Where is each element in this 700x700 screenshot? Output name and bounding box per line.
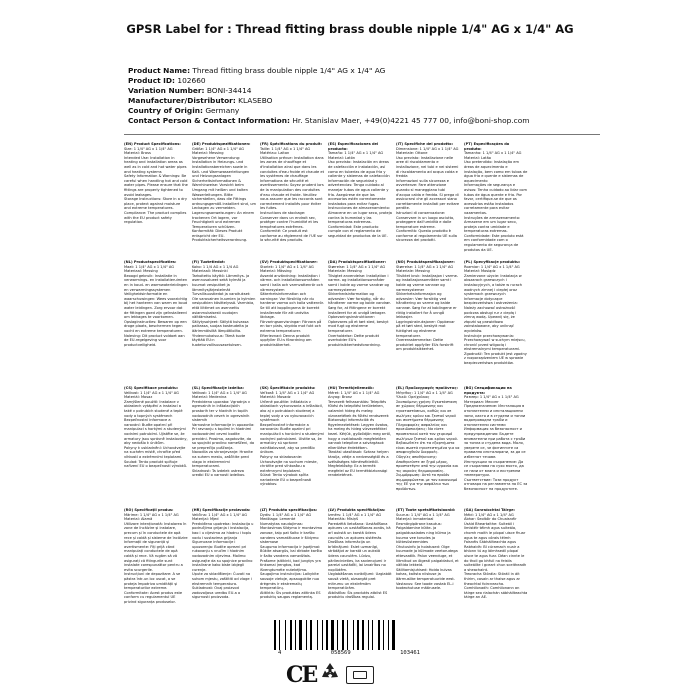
- barcode-bar: [372, 620, 373, 650]
- tag-icon: [346, 666, 374, 684]
- product-info-label: Product ID:: [128, 76, 176, 85]
- spec-text: Größe: 1 1/4" AG x 1 1/4" AG Material: Messing Vorgesehene Verwendung: Installation in Heizungs- und Installationsbereichen sowie in Kalt- und Warmwasserleitungen und Heizungsanlagen Sicherheitsinformationen & Warnhinweise: Vorsicht beim Umgang mit heißen und kalten Wasserleitungen. Bitte sicherstellen, dass die Fittings ordnungsgemäß installiert sind, um Leckagen zu vermeiden. Lagerungsanweisungen: An einem trockenen Ort lagern, vor Feuchtigkeit und extremen Temperaturen schützen. Konformität: Dieses Produkt entspricht der EU-Produktsicherheitsverordnung.: [192, 146, 256, 243]
- spec-heading: (FI) Tuotetiedot:: [192, 260, 226, 264]
- spec-text: Dydis: 1 1/4" AG x 1 1/4" AG Medžiaga: Lementė Numatytas naudojimas: Montavimas šildymo ir montavimo zonose, taip pat šalto ir karšto vandens vamzdžiuose ir šildymo sistemose Saugumo informacija ir įspėjimai: Būkite atsargūs, kai dirbate karšto ir šalto vandens vamzdžiais. Prašome įsitikinti, kad jungtys yra tinkamai įrengtos, kad išvengtumėte nutekėjimo. Saugojimo instrukcijos: Laikykite sausoje vietoje, apsaugokite nuo drėgmės ir ekstremalių temperatūrų. Atitiktis: Šis produktas atitinka ES produktų saugos reglamentą.: [260, 512, 323, 600]
- spec-row-2: [124, 260, 600, 366]
- barcode-bar: [374, 620, 377, 650]
- product-info-row: [128, 86, 529, 96]
- barcode-bar: [317, 620, 318, 650]
- barcode-bar: [313, 620, 316, 650]
- spec-block: [532, 142, 596, 252]
- product-info-label: Manufacturer/Distributor:: [128, 96, 236, 105]
- barcode-bar: [322, 620, 323, 650]
- spec-text: Tamanho: 1 1/4" AG x 1 1/4" AG Material: Latão Uso pretendido: Instalação em áreas de aquecimento e instalação, bem como em tubos de água fria e quente e sistemas de aquecimento Informações de segurança e avisos: Tenha cuidado ao lidar com tubos de água quente e fria. Por favor, certifique-se de que os acessórios estão instalados corretamente para evitar vazamentos. Instruções de armazenamento: Armazene em um lugar seco, proteja contra umidade e temperaturas extremas. Conformidade: Este produto está em conformidade com o regulamento de segurança de produtos da UE.: [464, 151, 528, 252]
- barcode-bar: [310, 620, 312, 650]
- spec-text: Veličina: 1 1/4" AG x 1 1/4" AG Materijal: Mjed Predviđena upotreba: Instalacija u područjima grijanja i instalacija, kao i u cijevima za hladnu i toplu vodu i sustavima grijanja Sigurnosne informacije i upozorenja: Budite oprezni pri rukovanju s vrućim i hladnim vodovodnim cijevima. Molimo osigurajte da su spojnice pravilno instalirane kako biste izbjegli curenje. Upute za skladištenje: Čuvati na suhom mjestu, zaštititi od vlage i ekstremnih temperatura. Sukladnost: Ovaj proizvod zadovoljava uredbu EU-a o sigurnosti proizvoda.: [192, 512, 254, 600]
- spec-heading: (DE) Produktspezifikationen:: [192, 142, 251, 146]
- spec-heading: (EL) Προδιαγραφές προϊόντος:: [396, 386, 458, 390]
- spec-text: Velikost: 1 1/4" AG x 1 1/4" AG Materiál: Mosaz Zamýšlené použití: Instalace v oblastech vytápění a instalací a také v potrubích studené a teplé vody a topných systémech Bezpečnostní informace a varování: Buďte opatrní při manipulaci s horkými a studenými vodními potrubími. Ujistěte se, že armatury jsou správně instalovány, aby nedošlo k únikům. Pokyny k uskladnění: Uchovávejte na suchém místě, chraňte před vlhkostí a extrémními teplotami. Soulad: Tento produkt splňuje nařízení EU o bezpečnosti výrobků.: [124, 390, 188, 469]
- spec-block: [192, 142, 256, 252]
- spec-heading: (PT) Especificações do produto:: [464, 142, 510, 151]
- spec-heading: (NL) Productspecificaties:: [124, 260, 177, 264]
- product-info-label: Variation Number:: [128, 86, 205, 95]
- spec-block: [464, 386, 528, 504]
- spec-heading: (HR) Specifikacije proizvoda:: [192, 508, 251, 512]
- spec-heading: (PL) Specyfikacje produktu:: [464, 260, 521, 264]
- spec-heading: (ES) Especificaciones del producto:: [328, 142, 379, 151]
- barcode-bar: [324, 620, 325, 650]
- barcode-bar: [390, 620, 391, 650]
- spec-row-1: [124, 142, 600, 252]
- spec-block: [192, 508, 256, 616]
- spec-row-3: [124, 386, 600, 504]
- spec-text: Size: 1 1/4" AG x 1 1/4" AG Material: Brass Intended Use: Installation in heating and installation areas as well as in cold and hot water pipes and heating systems Safety Information & Warnings: Be careful when handling hot and cold water pipes. Please ensure that the fittings are properly tightened to avoid leakages. Storage Instructions: Store in a dry place, protect against moisture and extreme temperatures. Compliance: The product complies with the EU product safety regulation.: [124, 146, 188, 225]
- page-title: GPSR Label for : Thread fitting brass double nipple 1/4" AG x 1/4" AG: [126, 22, 574, 36]
- spec-block: [396, 508, 460, 616]
- barcode-bar: [339, 620, 341, 650]
- spec-block: [464, 142, 528, 252]
- spec-row-4: [124, 508, 600, 616]
- spec-block: [260, 142, 324, 252]
- spec-heading: (BG) Спецификации на продукта:: [464, 386, 512, 395]
- spec-text: Méid: 1 1/4" AG x 1 1/4" AG Ábhar: Seoltóir do Chuaisnéir Úsáid Bheartaithe: Suiteáil i limistéir téimh agus suiteála, chomh maith le píopaí uisce fhuar agus te agus córais téimh Faisnéis Sábháilteachta agus Rabhaidh: Bí cúramach nuair a bhíonn tú ag láimhseáil píopaí uisce te agus fuar. Déan cinnte le do thoil go bhfuil na feistis suiteáilte i gceart chun sceitheadh a sheachaint. Treoracha Stórála: Stóráil in áit thirim, cosain ar thaise agus ar theochtaí foircneacha. Comhlíonadh: Comhlíonann an táirge seo rialachán sábháilteachta táirge an AE.: [464, 512, 528, 600]
- spec-heading: (DA) Produktspecifikationer:: [328, 260, 387, 264]
- spec-heading: (ET) Toote spetsifikatsioonid:: [396, 508, 456, 512]
- barcode-bar: [297, 620, 298, 650]
- spec-block: [328, 260, 392, 366]
- spec-text: Velikost: 1 1/4" AG x 1 1/4" AG Material: Medenina Predvidena uporaba: Vgradnja v ogrevalnih in inštalacijskih prostorih ter v hladnih in toplih vodovodnih ceveh in ogrevalnih sistemih Varnostne informacije in opozorila: Pri ravnanju s toplimi in hladnimi vodovodnimi cevmi bodite previdni. Prosimo, zagotovite, da so spojniki pravilno nameščeni, da se preprečijo puščanja. Navodila za shranjevanje: Hranite na suhem mestu, zaščitite pred vlago in ekstremnimi temperaturami. Skladnost: Ta izdelek ustreza uredbi EU o varnosti izdelkov.: [192, 390, 255, 478]
- spec-text: Koko: 1 1/4 AG x 1 1/4 AG Materiaali: Messinki Tarkoitettu käyttö: Lämmitys- ja asennusalueet sekä kylmät ja kuumat vesiputket ja lämmitysjärjestelmät Turvallisuustiedot ja varoitukset: Ole varovainen kuumien ja kylmien vesiputkien käsittelyssä. Varmista, että liittimet on asennettu asianmukaisesti vuotojen välttämiseksi. Säilytysohjeet: Säilytä kuivassa paikassa, suojaa kosteudelta ja äärimmäisiltä lämpötiloilta. Yhdenmukaisuus: Tämä tuote täyttää EU:n tuoteturvallisuusasetuksen.: [192, 264, 256, 347]
- barcode-bar: [365, 620, 367, 650]
- barcode-bar: [360, 620, 361, 650]
- spec-text: Maat: 1 1/4" AG x 1 1/4" AG Materiaal: Messing Beoogd gebruik: Installatie in verwarmings- en installatieruimten en in koud- en warmwaterleidingen en verwarmingssystemen Veiligheidsinformatie en waarschuwingen: Wees voorzichtig bij het hanteren van warm en koud water leidingen. Zorg ervoor dat de fittingen goed zijn geïnstalleerd om lekkages te voorkomen. Opslaginstructies: Bewaren op een droge plaats, beschermen tegen vocht en extreme temperaturen. Naleving: Dit product voldoet aan de EU-regelgeving voor productveiligheid.: [124, 264, 188, 347]
- barcode-bar: [306, 620, 307, 650]
- ce-mark-icon: CE: [286, 662, 317, 688]
- barcode-bar: [345, 620, 346, 650]
- barcode-bar: [293, 620, 294, 650]
- spec-block: [124, 508, 188, 616]
- spec-heading: (FR) Spécifications du produit:: [260, 142, 323, 146]
- spec-block: [260, 260, 324, 366]
- barcode-bar: [357, 620, 359, 650]
- barcode-bar: [362, 620, 364, 650]
- spec-text: Størrelse: 1 1/4" AG x 1 1/4" AG Materiale: Messing Tilsiktet bruk: Installasjon i varme- og installasjonsområder samt i kalde og varme vannrør og varmesystemer Sikkerhetsinformasjon og advarsler: Vær forsiktig ved håndtering av varme og kalde vannrør. Sørg for at koblingene er riktig installert for å unngå lekkasjer. Lagringsinstruksjoner: Oppbevar på et tørt sted, beskytt mot fuktighet og ekstreme temperaturer. Overensstemmelse: Dette produktet oppfyller EUs forskrift om produktsikkerhet.: [396, 264, 459, 352]
- spec-text: Tamaño: 1 1/4" AG x 1 1/4" AG Material: Latón Uso previsto: Instalación en áreas de calefacción e instalación, así como en tuberías de agua fría y caliente y sistemas de calefacción Información de seguridad y advertencias: Tenga cuidado al manejar tubos de agua caliente y fría. Asegúrese de que los accesorios estén correctamente instalados para evitar fugas. Instrucciones de almacenamiento: Almacene en un lugar seco, proteja contra la humedad y las temperaturas extremas. Conformidad: Este producto cumple con el reglamento de seguridad de productos de la UE.: [328, 151, 392, 238]
- spec-heading: (SK) Špecifikácie produktu:: [260, 386, 316, 390]
- barcode-bar: [347, 620, 348, 650]
- spec-text: Taille: 1 1/4" AG x 1 1/4" AG Matériau: Laiton Utilisation prévue: Installation dans les zones de chauffage et d'installation ainsi que dans les conduites d'eau froide et chaude et les systèmes de chauffage Informations de sécurité et avertissements: Soyez prudent lors de la manipulation des conduites d'eau chaude et froide. Veuillez vous assurer que les raccords sont correctement installés pour éviter les fuites. Instructions de stockage: Conserver dans un endroit sec, protéger contre l'humidité et les températures extrêmes. Conformité: Ce produit est conforme au règlement de l'UE sur la sécurité des produits.: [260, 146, 324, 243]
- barcode-digits-mid: 058569: [330, 650, 351, 656]
- spec-heading: (EN) Product Specifications:: [124, 142, 181, 146]
- barcode-bar: [290, 620, 292, 650]
- barcode-bar: [335, 620, 336, 650]
- barcode-bar: [368, 620, 369, 650]
- barcode-bar: [342, 620, 344, 650]
- spec-heading: (NO) Produktspesifikasjoner:: [396, 260, 455, 264]
- spec-block: [328, 508, 392, 616]
- spec-text: Mărime: 1 1/4" AG x 1 1/4" AG Material: Alamă Utilizare intenționată: Instalarea în zone de încălzire și instalare, precum și în conductele de apă rece și caldă și sisteme de încălzire Informații de siguranță și avertismente: Fiți grijă când manipulați conductele de apă caldă și rece. Vă rugăm să vă asigurați că fitingurile sunt instalate corespunzător pentru a evita scurgerile. Instrucțiuni de depozitare: A se păstra într-un loc uscat, a se proteja împotriva umidității și temperaturilor extreme. Conformitate: Acest produs este conform cu regulamentul UE privind siguranța produselor.: [124, 512, 188, 604]
- barcode-bar: [285, 620, 286, 650]
- spec-block: [464, 260, 528, 366]
- product-info-value: Thread fitting brass double nipple 1/4" AG x 1/4" AG: [192, 66, 386, 75]
- product-info-label: Contact Person & Contact Information:: [128, 116, 290, 125]
- product-info-value: Germany: [205, 106, 240, 115]
- product-info-row: [128, 106, 529, 116]
- barcode-bar: [355, 620, 356, 650]
- barcode-bar: [378, 620, 380, 650]
- spec-text: Størrelse: 1 1/4" AG x 1 1/4" AG Materiale: Messing Tilsigtet anvendelse: Installation i varme- og installationsområder samt i kolde og varme vandrør og varmesystemer Sikkerhedsinformation og advarsler: Vær forsigtig, når du håndterer varme og kolde vandrør. Sørg for, at fittingene er korrekt installeret for at undgå lækager. Opbevaringsinstruktioner: Opbevares på et tørt sted, beskyt mod fugt og ekstreme temperaturer. Overholdelse: Dette produkt overholder EU's produktsikkerhedsforordning.: [328, 264, 391, 347]
- barcode-bar: [337, 620, 338, 650]
- spec-block: [532, 386, 596, 504]
- barcode-bar: [353, 620, 354, 650]
- spec-block: [396, 142, 460, 252]
- barcode-bar: [381, 620, 382, 650]
- barcode-digits-right: 103461: [400, 650, 420, 656]
- spec-block: [260, 508, 324, 616]
- product-info-row: [128, 66, 529, 76]
- barcode-bar: [287, 620, 289, 650]
- spec-text: Rozmiar: 1 1/4" AG x 1 1/4" AG Materiał: Mosiądz Zamierzone użycie: Instalacja w obszarach grzewczych i instalacyjnych, a także w rurach wodnych zimnej i ciepłej oraz systemach grzewczych Informacje dotyczące bezpieczeństwa i ostrzeżenia: Należy zachować ostrożność podczas obsługi rur z ciepłą i zimną wodą. Upewnij się, że złączki są prawidłowo zainstalowane, aby uniknąć wycieków. Instrukcje przechowywania: Przechowywać w suchym miejscu, chronić przed wilgocią i ekstremalnymi temperaturami. Zgodność: Ten produkt jest zgodny z rozporządzeniem UE w sprawie bezpieczeństwa produktów.: [464, 264, 527, 366]
- spec-heading: (RO) Specificații produs:: [124, 508, 174, 512]
- barcode-bar: [349, 620, 352, 650]
- product-info-label: Country of Origin:: [128, 106, 203, 115]
- spec-block: [328, 142, 392, 252]
- spec-text: Storlek: 1 1/4" AG x 1 1/4" AG Material: Mässing Avsedd användning: Installation i värme- och installationsområden samt i kalla och varmvattenrör och värmesystem Säkerhetsinformation och varningar: Var försiktig när du hanterar varma och kalla vattenrör. Se till att kopplingarna är korrekt installerade för att undvika läckage. Förvaringsanvisningar: Förvara på en torr plats, skydda mot fukt och extrema temperaturer. Efterlevnad: Denna produkt uppfyller EU:s förordning om produktsäkerhet.: [260, 264, 324, 347]
- spec-block: [464, 508, 528, 616]
- barcode-bar: [281, 620, 284, 650]
- product-info-label: Product Name:: [128, 66, 191, 75]
- spec-block: [124, 260, 188, 366]
- spec-block: [328, 386, 392, 504]
- spec-block: [192, 260, 256, 366]
- barcode-bar: [331, 620, 334, 650]
- barcode-bar: [370, 620, 371, 650]
- spec-text: Izmērs: 1 1/4" AG x 1 1/4" AG Materiāls: Misiņš Paredzētā lietošana: Uzstādīšana apkures un uzstādīšanas zonās, kā arī aukstā un karstā ūdens caurulēs un apkures sistēmās Drošības informācija un brīdinājumi: Esiet uzmanīgi, strādājot ar karstā un aukstā ūdens caurulēm. Lūdzu, pārliecinieties, ka savienojumi ir pareizi uzstādīti, lai izvairītos no noplūdēm. Uzglabāšanas norādījumi: Uzglabāt sausā vietā, aizsargāt pret mitrumu un ekstrēmām temperatūrām. Atbilstība: Šis produkts atbilst ES produktu drošības regulai.: [328, 512, 392, 600]
- spec-text: Μέγεθος: 1 1/4" AG x 1 1/4" AG Υλικό: Ορείχαλκος Σκοπούμενη χρήση: Εγκατάσταση σε χώρους θέρμανσης και εγκαταστάσεων, καθώς και σε σωλήνες κρύου και ζεστού νερού και συστήματα θέρμανσης Πληροφορίες ασφαλείας και προειδοποιήσεις: Να είστε προσεκτικοί κατά τον χειρισμό σωλήνων ζεστού και κρύου νερού. Βεβαιωθείτε ότι τα εξαρτήματα είναι σωστά εγκατεστημένα για να αποφευχθούν διαρροές. Οδηγίες αποθήκευσης: Αποθηκεύστε σε ξηρό μέρος, προστατέψτε από την υγρασία και τις ακραίες θερμοκρασίες. Συμμόρφωση: Αυτό το προϊόν συμμορφώνεται με τον κανονισμό της ΕΕ για την ασφάλεια των προϊόντων.: [396, 390, 460, 492]
- spec-block: [396, 386, 460, 504]
- barcode-bar: [279, 620, 280, 650]
- spec-block: [532, 508, 596, 616]
- barcode-bar: [277, 620, 278, 650]
- barcode-digits-left: 4: [278, 650, 282, 656]
- spec-heading: (IT) Specifiche del prodotto:: [396, 142, 454, 146]
- barcode-bar: [383, 620, 384, 650]
- spec-text: Veľkosť: 1 1/4" AG x 1 1/4" AG Materiál: Mosadz Určené použitie: Inštalácia v oblastiach vykurovania a inštalácií, ako aj v potrubiach studenej a teplej vody a vo vykurovacích systémoch Bezpečnostné informácie a varovania: Buďte opatrní pri manipulácii s horúcimi a studenými vodnými potrubiami. Uistite sa, že armatúry sú správne nainštalované, aby sa predišlo únikom. Pokyny na skladovanie: Uchovávajte na suchom mieste, chráňte pred vlhkosťou a extrémnymi teplotami. Súlad: Tento výrobok spĺňa nariadenie EÚ o bezpečnosti výrobkov.: [260, 390, 325, 487]
- spec-heading: (GA) Sonraíochtaí Táirge:: [464, 508, 515, 512]
- barcode-bar: [392, 620, 395, 650]
- spec-block: [124, 142, 188, 252]
- barcode-number: [274, 650, 424, 656]
- barcode-bar: [385, 620, 387, 650]
- barcode-bar: [308, 620, 309, 650]
- spec-block: [260, 386, 324, 504]
- spec-text: Dimensione: 1 1/4" AG x 1 1/4" AG Materiale: Ottone Uso previsto: Installazione nelle aree di riscaldamento e installazione, nei tubi e nei sistemi di riscaldamento ad acqua calda e fredda Informazioni sulla sicurezza e avvertenze: Fare attenzione quando si maneggiano tubi d'acqua calda e fredda. Si prega di assicurarsi che gli accessori siano correttamente installati per evitare perdite. Istruzioni di conservazione: Conservare in un luogo asciutto, proteggere dall'umidità e dalle temperature estreme. Conformità: Questo prodotto è conforme al regolamento UE sulla sicurezza dei prodotti.: [396, 146, 460, 243]
- spec-heading: (SL) Specifikacije izdelka:: [192, 386, 244, 390]
- spec-heading: (HU) Termékjellemzők:: [328, 386, 374, 390]
- barcode-bar: [299, 620, 302, 650]
- spec-block: [532, 260, 596, 366]
- product-info-row: [128, 116, 529, 126]
- barcode-bar: [303, 620, 305, 650]
- recycle-icon: [318, 660, 342, 684]
- divider: [124, 134, 600, 135]
- spec-block: [124, 386, 188, 504]
- product-info-row: [128, 96, 529, 106]
- product-info-value: Hr. Stanislav Maer, +49(0)4221 45 777 00, info@boni-shop.com: [292, 116, 530, 125]
- spec-text: Размер: 1 1/4" AG x 1 1/4" AG Материал: Месинг Предназначение: Инсталация в отоплителни и инсталационни зони, както и в студени и топли водопроводни тръби и отоплителни системи Информация за безопасност и предупреждения: Бъдете внимателни при работа с тръби за топла и студена вода. Моля, уверете се, че фитингите са правилно инсталирани, за да се избегнат течове. Инструкции за съхранение: Да се съхранява на сухо място, да се пази от влага и екстремни температури. Съответствие: Този продукт отговаря на регламента на ЕС за безопасност на продуктите.: [464, 395, 528, 492]
- barcode: [274, 620, 424, 658]
- barcode-bar: [274, 620, 276, 650]
- product-info: [128, 66, 529, 126]
- barcode-bar: [329, 620, 330, 650]
- barcode-bar: [388, 620, 389, 650]
- spec-text: Méret: 1 1/4" AG x 1 1/4" AG Anyag: Bronz Tervezett felhasználás: Telepítés fűtési és telepítési területeken, valamint hideg és meleg vízvezetékek és fűtési rendszerek Biztonsági információk és figyelmeztetések: Legyen óvatos, ha meleg és hideg vízvezetékkel kezel. Kérjük, győződjön meg arról, hogy a csatlakozók megfelelően vannak telepítve a szivárgások elkerülése érdekében. Tárolási utasítások: Száraz helyen tárolja, védje a nedvességtől és a szélsőséges hőmérséklettől. Megfelelőség: Ez a termék megfelel az EU termékbiztonsági rendeletének.: [328, 390, 392, 478]
- product-info-value: 102660: [177, 76, 206, 85]
- spec-heading: (CS) Specifikace produktu:: [124, 386, 179, 390]
- barcode-bar: [319, 620, 321, 650]
- spec-heading: (SV) Produktspecifikationer:: [260, 260, 318, 264]
- barcode-bars: [274, 620, 424, 650]
- product-info-row: [128, 76, 529, 86]
- product-info-value: KLASEBO: [238, 96, 273, 105]
- spec-heading: (LT) Produkto specifikacijos:: [260, 508, 318, 512]
- spec-text: Suurus: 1 1/4" AG x 1 1/4" AG Materjal: inmateriaal Eesmärgipärane kasutus: Paigaldamine kütte- ja paigaldusalades ning külma ja kuuma vee torudes ja küttesüsteemides Ohutusinfo ja hoiatused: Olge kuumade ja külmade veetorudega ettevaatlik. Palun veenduge, et liitmikud on õigesti paigaldatud, et vältida lekkeid. Säilitamisjuhised: Hoida kuivas kohas, kaitsta niiskuse ja äärmuslike temperatuuride eest. Vastavus: See toode vastab EL-i tooteohutuse määrusele.: [396, 512, 459, 591]
- product-info-value: BONI-34414: [206, 86, 252, 95]
- barcode-bar: [295, 620, 296, 650]
- spec-heading: (LV) Produkta specifikācijas:: [328, 508, 386, 512]
- spec-block: [192, 386, 256, 504]
- barcode-bar: [396, 620, 398, 650]
- barcode-bar: [326, 620, 328, 650]
- spec-block: [396, 260, 460, 366]
